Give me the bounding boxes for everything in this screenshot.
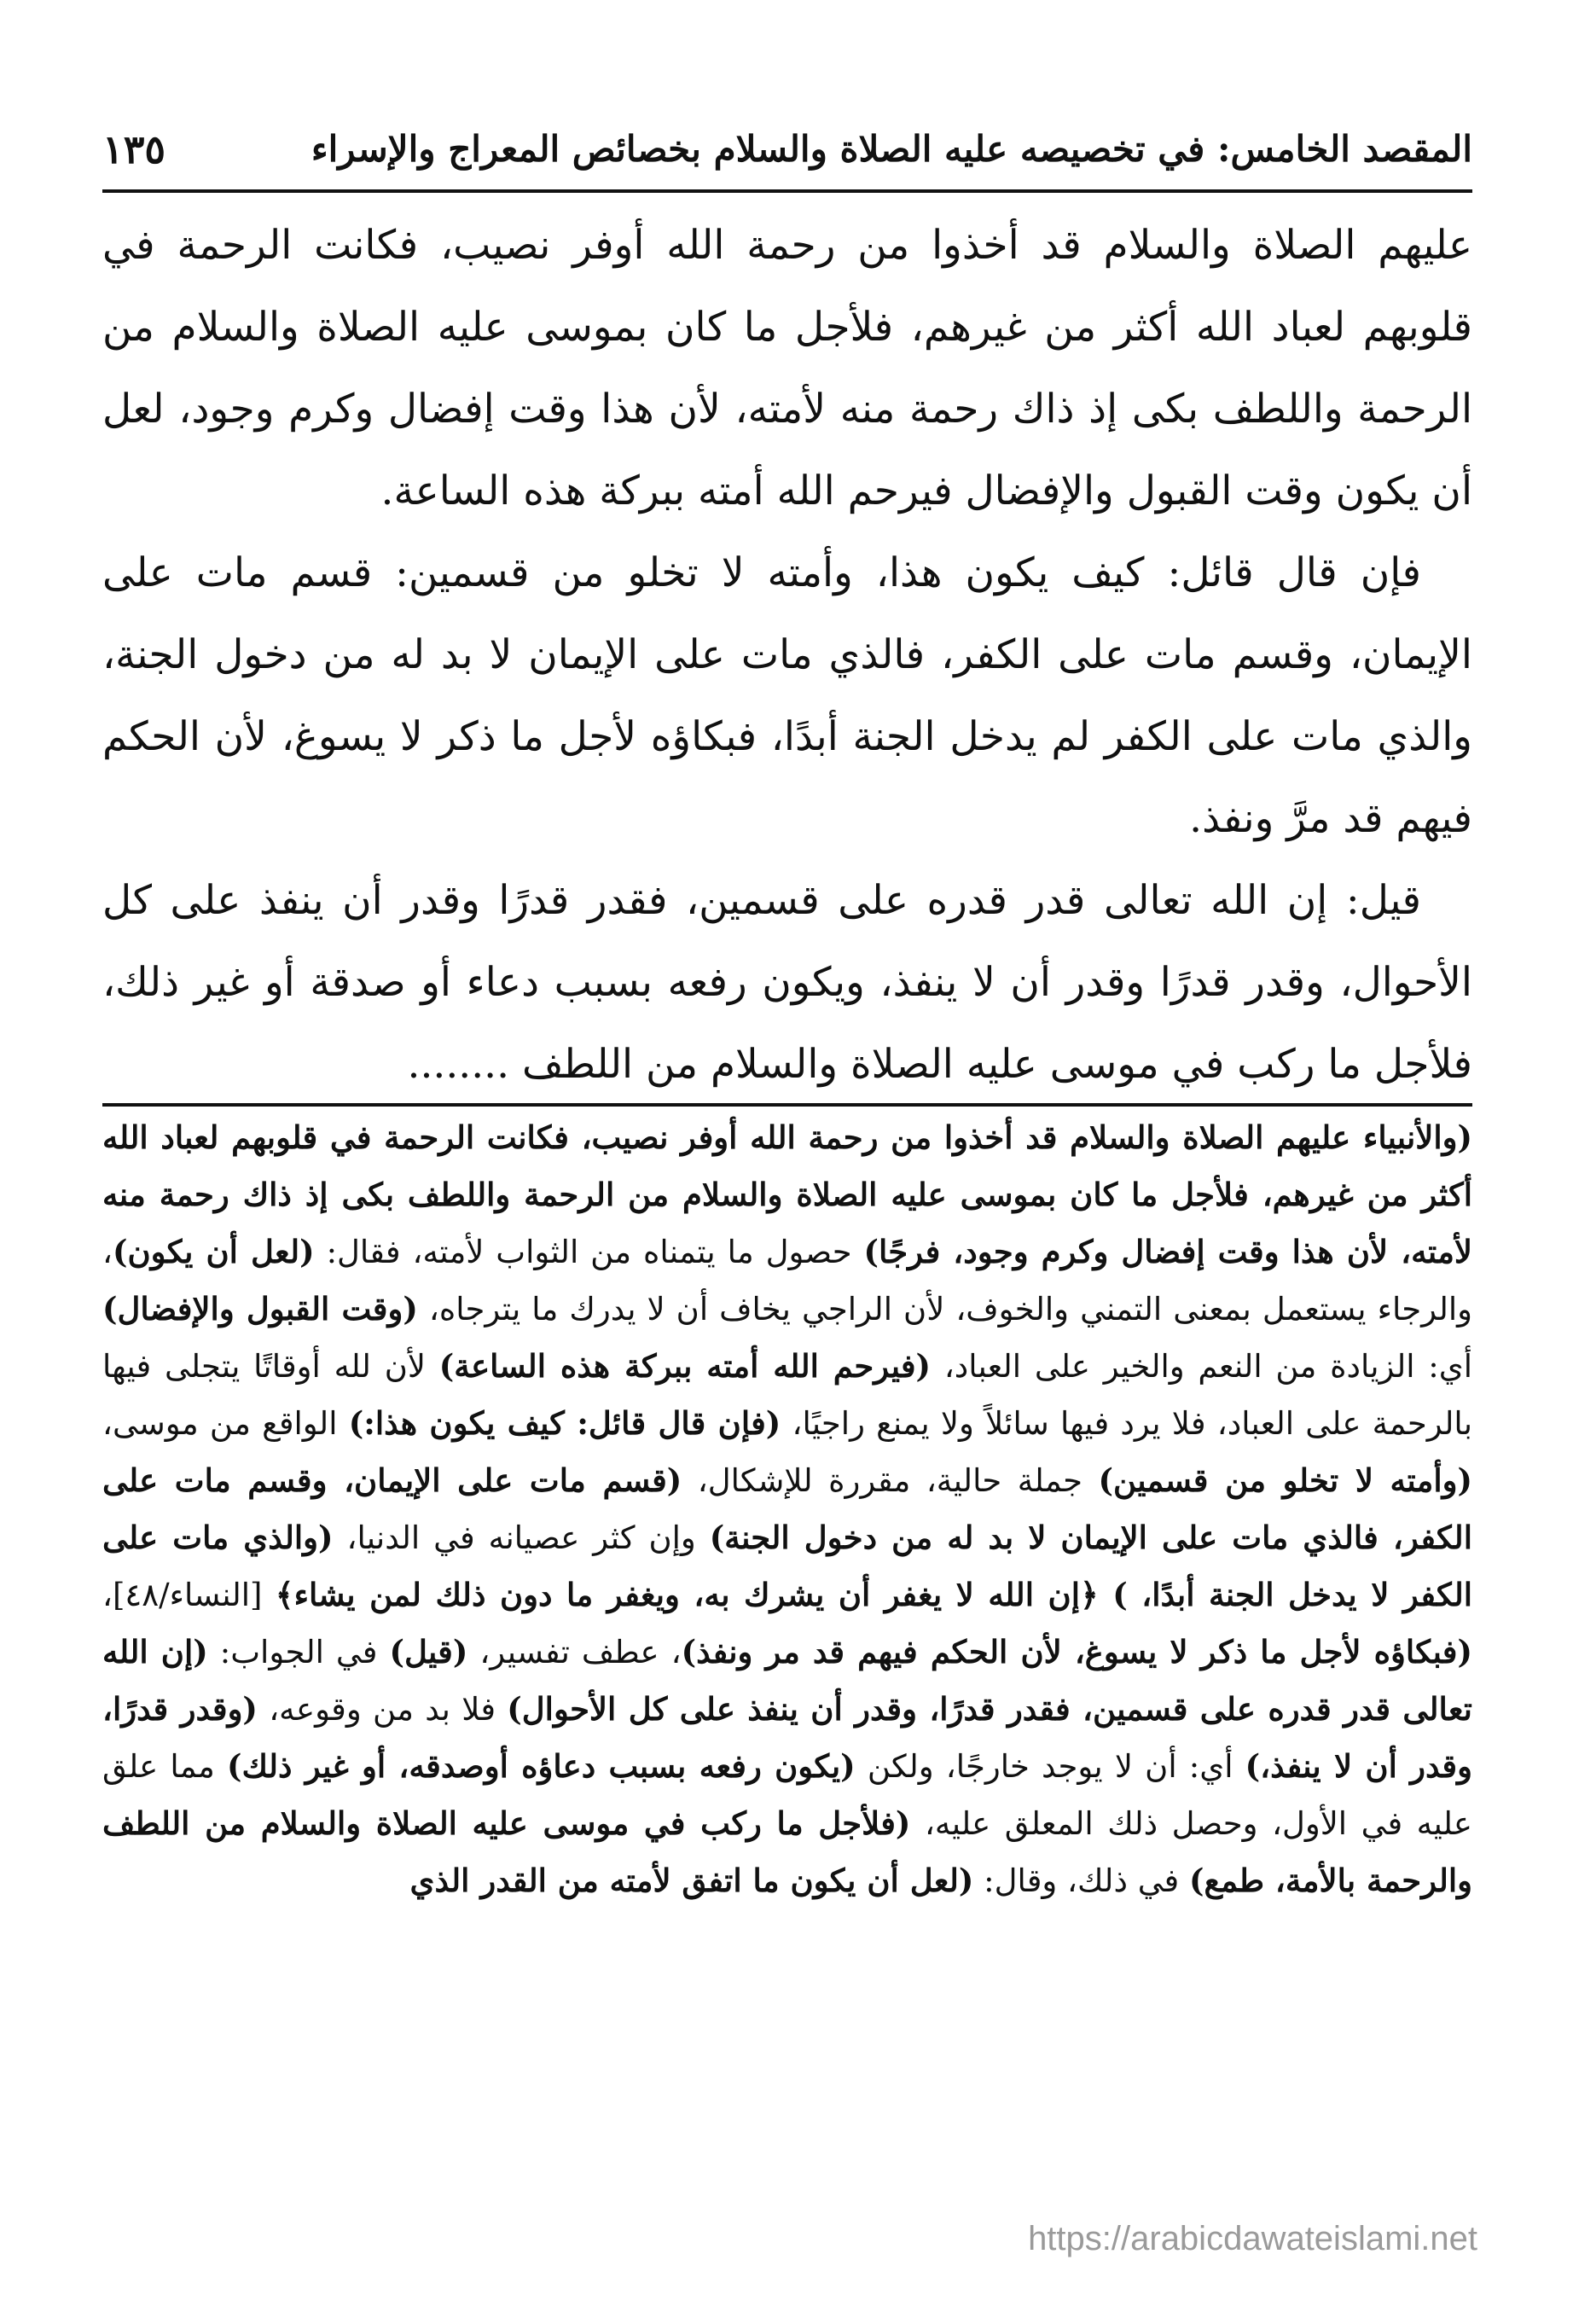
commentary-explanation: الواقع من موسى، — [102, 1405, 349, 1442]
header-divider — [102, 189, 1472, 193]
commentary-quoted-text: (لعل أن يكون ما اتفق لأمته من القدر الذي — [409, 1862, 974, 1899]
commentary-quoted-text: (وأمته لا تخلو من قسمين) — [1098, 1461, 1473, 1499]
main-paragraph: عليهم الصلاة والسلام قد أخذوا من رحمة الله أوفر نصيب، فكانت الرحمة في قلوبهم لعباد الله أكثر من غيرهم، فلأجل ما كان بموسى عليه الصلاة والسلام من الرحمة واللطف بكى إذ ذاك رحمة منه لأمته، لأن هذا وقت إفضال وكرم وجود، لعل أن يكون وقت القبول والإفضال فيرحم الله أمته ببركة هذه الساعة. — [102, 222, 1472, 514]
commentary-explanation: فلا بد من وقوعه، — [257, 1691, 508, 1728]
commentary-quoted-text: (وقدر قدرًا، وقدر أن لا ينفذ،) — [102, 1690, 1472, 1785]
commentary-explanation: في ذلك، وقال: — [973, 1862, 1189, 1899]
commentary-quoted-text: (إن الله تعالى قدر قدره على قسمين، فقدر قدرًا، وقدر أن ينفذ على كل الأحوال) — [102, 1633, 1472, 1728]
page-header — [102, 111, 1472, 188]
commentary-quoted-text: (فيرحم الله أمته ببركة هذه الساعة) — [438, 1347, 932, 1385]
commentary-explanation: ، والرجاء يستعمل بمعنى التمني والخوف، لأن الراجي يخاف أن لا يدرك ما يترجاه، — [102, 1234, 1472, 1328]
commentary — [102, 1109, 1472, 2201]
commentary-explanation: ، عطف تفسير، — [467, 1634, 682, 1670]
commentary-quoted-text: (قسم مات على الإيمان، وقسم مات على الكفر، فالذي مات على الإيمان لا بد له من دخول الجنة) — [102, 1461, 1472, 1556]
commentary-explanation: في الجواب: — [207, 1634, 390, 1670]
commentary-quoted-text: (لعل أن يكون) — [112, 1233, 315, 1270]
commentary-quoted-text: (وقت القبول والإفضال) — [102, 1290, 418, 1328]
commentary-paragraph — [102, 1109, 1472, 1909]
commentary-quoted-text: (يكون رفعه بسبب دعاؤه أوصدقه، أو غير ذلك) — [227, 1747, 856, 1785]
commentary-quoted-text: (قيل) — [389, 1633, 468, 1670]
commentary-explanation: مما علق عليه في الأول، وحصل ذلك المعلق عليه، — [102, 1748, 1472, 1842]
quran-reference: [النساء/٤٨]، — [102, 1577, 276, 1613]
watermark-url: https://arabicdawateislami.net — [1028, 2220, 1477, 2257]
main-paragraph: قيل: إن الله تعالى قدر قدره على قسمين، فقدر قدرًا وقدر أن ينفذ على كل الأحوال، وقدر قدرًا وقدر أن لا ينفذ، ويكون رفعه بسبب دعاء أو صدقة أو غير ذلك، فلأجل ما ركب في موسى عليه الصلاة والسلام من اللطف ........ — [102, 877, 1472, 1088]
commentary-quoted-text: (والأنبياء عليهم الصلاة والسلام قد أخذوا من رحمة الله أوفر نصيب، فكانت الرحمة في قلوبهم لعباد الله أكثر من غيرهم، فلأجل ما كان بموسى عليه الصلاة والسلام من الرحمة واللطف بكى إذ ذاك رحمة منه لأمته، لأن هذا وقت إفضال وكرم وجود، فرجًا) — [102, 1118, 1473, 1270]
commentary-explanation: وإن كثر عصيانه في الدنيا، — [333, 1519, 710, 1556]
commentary-divider — [102, 1103, 1472, 1107]
page-number: ١٣٥ — [102, 126, 166, 172]
commentary-explanation: أي: الزيادة من النعم والخير على العباد، — [931, 1348, 1472, 1385]
main-paragraph: فإن قال قائل: كيف يكون هذا، وأمته لا تخلو من قسمين: قسم مات على الإيمان، وقسم مات على الكفر، فالذي مات على الإيمان لا بد له من دخول الجنة، والذي مات على الكفر لم يدخل الجنة أبدًا، فبكاؤه لأجل ما ذكر لا يسوغ، لأن الحكم فيهم قد مرَّ ونفذ. — [102, 549, 1472, 842]
main-text — [102, 205, 1472, 1088]
commentary-explanation: أي: أن لا يوجد خارجًا، ولكن — [855, 1748, 1245, 1785]
commentary-explanation: جملة حالية، مقررة للإشكال، — [682, 1462, 1099, 1499]
running-title: المقصد الخامس: في تخصيصه عليه الصلاة والسلام بخصائص المعراج والإسراء — [311, 128, 1472, 170]
commentary-quoted-text: (فإن قال قائل: كيف يكون هذا:) — [348, 1404, 781, 1442]
commentary-explanation: حصول ما يتمناه من الثواب لأمته، فقال: — [314, 1234, 864, 1270]
commentary-quoted-text: (فلأجل ما ركب في موسى عليه الصلاة والسلام من اللطف والرحمة بالأمة، طمع) — [102, 1804, 1472, 1899]
commentary-quoted-text: (فبكاؤه لأجل ما ذكر لا يسوغ، لأن الحكم فيهم قد مر ونفذ) — [681, 1633, 1472, 1670]
commentary-quoted-text: (والذي مات على الكفر لا يدخل الجنة أبدًا، ) ﴿إن الله لا يغفر أن يشرك به، ويغفر ما دون ذلك لمن يشاء﴾ — [102, 1519, 1473, 1613]
commentary-explanation: لأن لله أوقاتًا يتجلى فيها بالرحمة على العباد، فلا يرد فيها سائلاً ولا يمنع راجيًا، — [102, 1348, 1473, 1442]
